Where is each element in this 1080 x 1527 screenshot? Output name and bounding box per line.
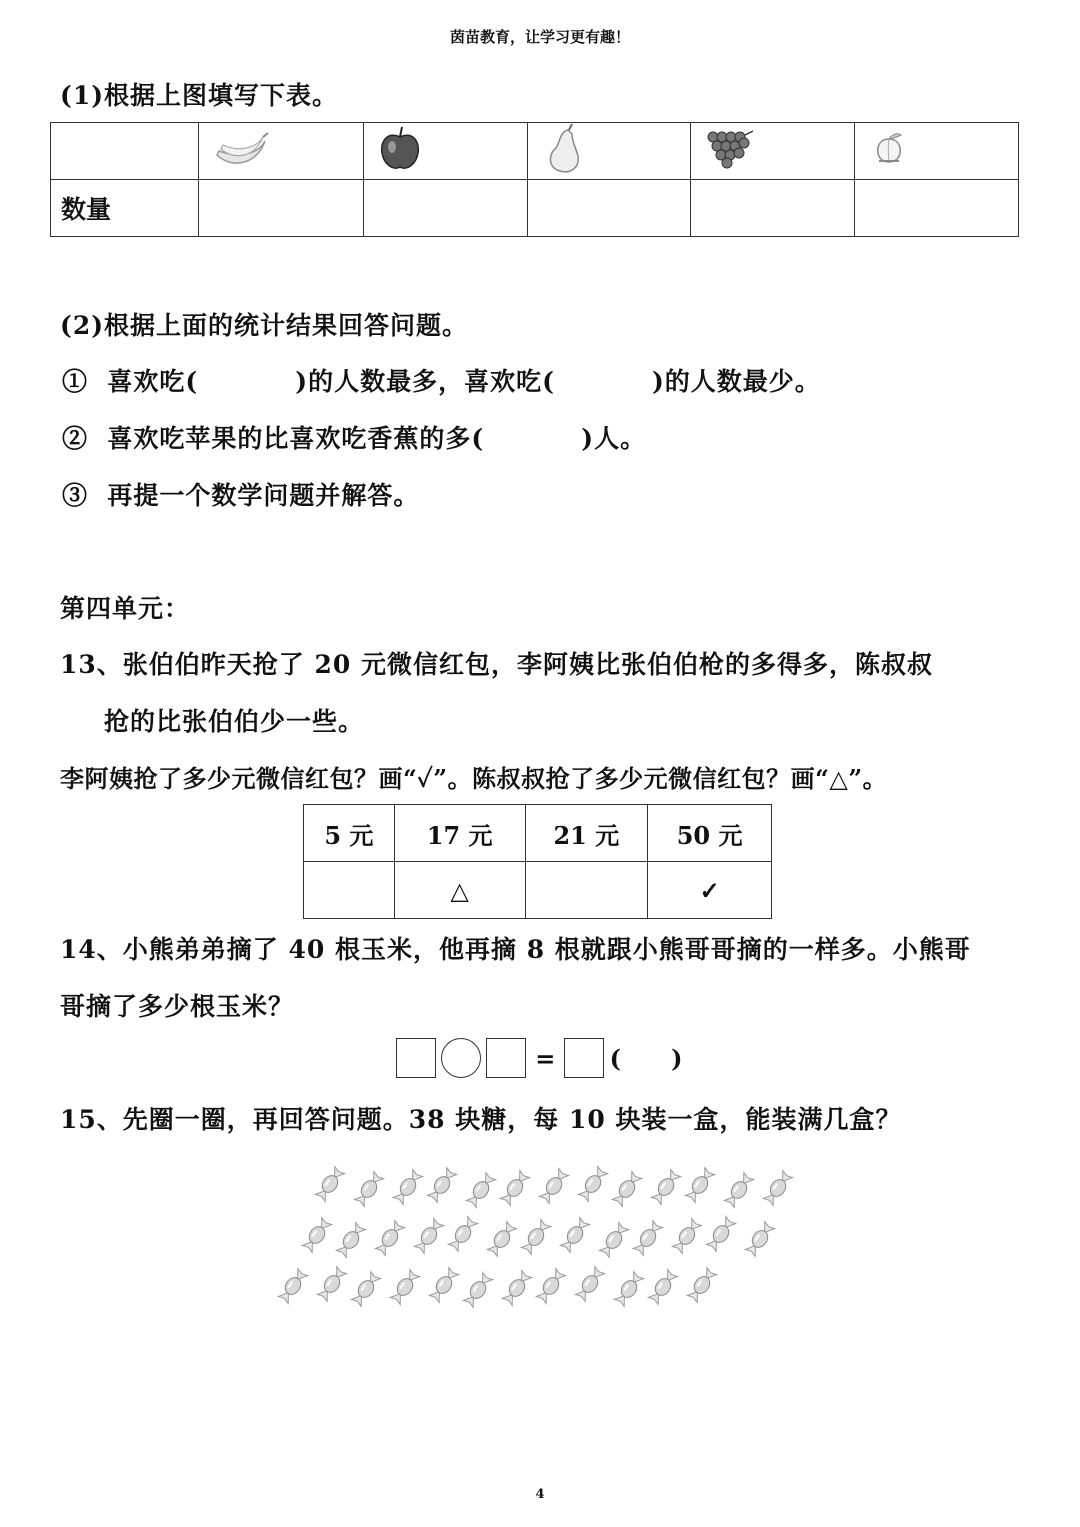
page-number: 4 xyxy=(535,1487,545,1502)
candy-icon xyxy=(614,1271,645,1307)
candy-icon xyxy=(466,1172,497,1208)
candy-icon xyxy=(463,1272,494,1308)
operator-circle[interactable] xyxy=(441,1038,481,1078)
money-mark[interactable] xyxy=(304,862,395,919)
candy-icon xyxy=(724,1172,755,1208)
peach-icon xyxy=(869,129,909,169)
candy-icon xyxy=(687,1267,718,1303)
candy-icon xyxy=(633,1220,664,1256)
candy-icon xyxy=(706,1216,737,1252)
candy-icon xyxy=(375,1220,406,1256)
quantity-cell-grapes[interactable] xyxy=(691,180,855,237)
fruit-icon-row xyxy=(51,123,1019,180)
money-header-row xyxy=(304,805,772,862)
page-header: 茵苗教育，让学习更有趣！ xyxy=(449,28,630,46)
money-header: 21 元 xyxy=(525,805,648,862)
money-mark-check[interactable]: ✓ xyxy=(648,862,772,919)
quantity-cell-banana[interactable] xyxy=(199,180,364,237)
money-header: 50 元 xyxy=(648,805,772,862)
money-mark-triangle[interactable]: △ xyxy=(394,862,525,919)
q15-text: 15、先圈一圈，再回答问题。38 块糖，每 10 块装一盒，能装满几盒？ xyxy=(60,1105,902,1134)
quantity-cell-apple[interactable] xyxy=(364,180,527,237)
candy-icon xyxy=(539,1168,570,1204)
grapes-cell xyxy=(691,123,855,180)
candy-icon xyxy=(429,1267,460,1303)
candy-icon xyxy=(351,1271,382,1307)
quantity-cell-peach[interactable] xyxy=(855,180,1019,237)
candy-icon xyxy=(393,1169,424,1205)
q13-line2: 抢的比张伯伯少一些。 xyxy=(104,707,365,736)
candy-icon xyxy=(354,1171,385,1207)
candy-icon xyxy=(500,1170,531,1206)
q14-line2: 哥摘了多少根玉米？ xyxy=(60,992,295,1021)
candy-icon xyxy=(648,1269,679,1305)
candy-icon xyxy=(599,1222,630,1258)
banana-cell xyxy=(199,123,364,180)
candy-icon xyxy=(302,1217,333,1253)
candy-icon xyxy=(317,1266,348,1302)
candy-icon xyxy=(278,1268,309,1304)
money-header: 5 元 xyxy=(304,805,395,862)
candy-icon xyxy=(560,1217,591,1253)
banana-icon xyxy=(213,127,273,171)
candy-icon xyxy=(315,1166,346,1202)
answer-box-3[interactable] xyxy=(564,1038,604,1078)
candy-icon xyxy=(448,1216,479,1252)
equals-sign: = xyxy=(535,1043,556,1073)
unit-paren[interactable]: ( ) xyxy=(609,1043,683,1073)
candy-icon xyxy=(336,1222,367,1258)
candy-icon xyxy=(487,1221,518,1257)
candy-icon xyxy=(521,1219,552,1255)
candy-icon xyxy=(578,1166,609,1202)
candy-icon xyxy=(502,1270,533,1306)
quantity-label: 数量 xyxy=(51,180,199,237)
apple-cell xyxy=(364,123,527,180)
candy-icon xyxy=(763,1170,794,1206)
question-3: ③ 再提一个数学问题并解答。 xyxy=(62,481,420,510)
answer-box-1[interactable] xyxy=(396,1038,436,1078)
fruit-table xyxy=(50,122,1019,237)
apple-icon xyxy=(378,125,422,173)
money-table xyxy=(303,804,772,919)
money-mark-row xyxy=(304,862,772,919)
peach-cell xyxy=(855,123,1019,180)
money-header: 17 元 xyxy=(394,805,525,862)
empty-cell xyxy=(51,123,199,180)
candy-icon xyxy=(536,1268,567,1304)
candy-icon xyxy=(427,1167,458,1203)
grapes-icon xyxy=(705,127,757,171)
quantity-cell-pear[interactable] xyxy=(527,180,690,237)
part1-title: (1)根据上图填写下表。 xyxy=(60,81,339,110)
candy-icon xyxy=(745,1221,776,1257)
unit4-title: 第四单元： xyxy=(60,594,191,623)
candy-icon xyxy=(685,1167,716,1203)
equation-blanks xyxy=(396,1038,682,1078)
question-2: ② 喜欢吃苹果的比喜欢吃香蕉的多( )人。 xyxy=(62,424,647,453)
pear-cell xyxy=(527,123,690,180)
quantity-row xyxy=(51,180,1019,237)
pear-icon xyxy=(542,124,586,174)
q13-line1: 13、张伯伯昨天抢了 20 元微信红包，李阿姨比张伯伯枪的多得多，陈叔叔 xyxy=(60,650,933,679)
candy-icon xyxy=(672,1218,703,1254)
answer-box-2[interactable] xyxy=(486,1038,526,1078)
question-1: ① 喜欢吃( )的人数最多，喜欢吃( )的人数最少。 xyxy=(62,367,821,396)
candy-group xyxy=(270,1165,810,1315)
part2-title: (2)根据上面的统计结果回答问题。 xyxy=(60,311,469,340)
q13-line3: 李阿姨抢了多少元微信红包？画“✓”。陈叔叔抢了多少元微信红包？画“△”。 xyxy=(60,764,888,793)
money-mark[interactable] xyxy=(525,862,648,919)
candy-icon xyxy=(612,1171,643,1207)
candy-icon xyxy=(575,1266,606,1302)
candy-icon xyxy=(651,1169,682,1205)
q14-line1: 14、小熊弟弟摘了 40 根玉米，他再摘 8 根就跟小熊哥哥摘的一样多。小熊哥 xyxy=(60,935,971,964)
candy-icon xyxy=(414,1218,445,1254)
candy-icon xyxy=(390,1269,421,1305)
